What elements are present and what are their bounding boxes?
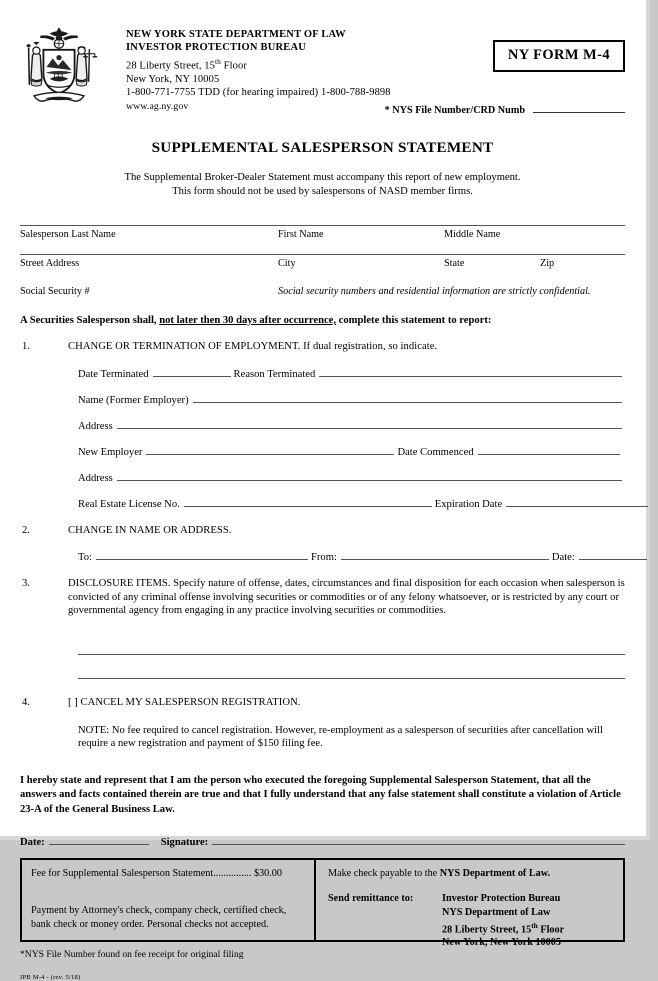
former-employer-label: Name (Former Employer) <box>78 394 189 406</box>
payable-payee: NYS Department of Law. <box>439 867 551 879</box>
to-label: To: <box>78 552 92 564</box>
item-1-heading: CHANGE OR TERMINATION OF EMPLOYMENT. If dual registration, so indicate. <box>68 340 438 352</box>
payment-method-note: Payment by Attorney's check, company check, certified check, bank check or money order. Personal checks not accepted. <box>31 905 287 930</box>
from-label: From: <box>310 552 337 564</box>
item-2-heading: CHANGE IN NAME OR ADDRESS. <box>68 524 232 536</box>
reason-terminated-input[interactable] <box>319 365 622 377</box>
date-terminated-label: Date Terminated <box>78 368 149 380</box>
agency-name-line-1: NEW YORK STATE DEPARTMENT OF LAW <box>126 29 346 40</box>
agency-street-line: 28 Liberty Street, 15th Floor <box>126 56 247 72</box>
zip-label: Zip <box>540 257 555 269</box>
reason-terminated-label: Reason Terminated <box>233 368 316 380</box>
field-former-employer <box>78 391 625 406</box>
date-terminated-input[interactable] <box>153 365 231 377</box>
leadin-pre: A Securities Salesperson shall, <box>20 314 160 326</box>
ssn-row <box>20 283 625 306</box>
real-estate-license-input[interactable] <box>184 495 432 507</box>
field-new-employer <box>78 443 625 458</box>
date-commenced-input[interactable] <box>478 443 620 455</box>
remit-label: Send remittance to: <box>328 893 414 905</box>
revision-code: IPB M-4 - (rev. 5/18) <box>20 973 81 981</box>
agency-phone-line: 1-800-771-7755 TDD (for hearing impaired) 1-800-788-9898 <box>126 87 391 99</box>
nys-coat-of-arms-seal-icon <box>20 22 98 110</box>
fee-amount-line: Fee for Supplemental Salesperson Statement............... $30.00 <box>31 867 282 879</box>
item-1-number: 1. <box>22 340 30 352</box>
new-address-input[interactable] <box>117 469 622 481</box>
signature-date-input[interactable] <box>49 833 149 845</box>
remit-ordinal-suffix: th <box>531 920 538 930</box>
nys-file-number-row <box>385 101 625 116</box>
item-3-heading: DISCLOSURE ITEMS. Specify nature of offense, dates, circumstances and final disposition for each occasion when salesperson is convicted of any criminal offense involving securities or commodities or of any felony whatsoever, or is restricted by any court or governmental agency from engaging in any practice involving securities or commodities. <box>68 578 625 617</box>
remit-address-line-2: NYS Department of Law <box>442 906 551 918</box>
item-4 <box>20 696 625 710</box>
disclosure-line-1[interactable] <box>78 654 625 655</box>
agency-website-link[interactable]: www.ag.ny.gov <box>126 100 189 112</box>
street-address-label: Street Address <box>20 257 80 269</box>
signature-label: Signature: <box>160 836 209 848</box>
nys-file-number-label: * NYS File Number/CRD Numb <box>384 105 525 116</box>
last-name-label: Salesperson Last Name <box>20 228 116 240</box>
remit-address-line-1: Investor Protection Bureau <box>442 893 561 905</box>
file-number-footnote: *NYS File Number found on fee receipt for original filing <box>20 948 244 960</box>
remittance-address-row <box>328 892 623 949</box>
cancel-registration-note: NOTE: No fee required to cancel registration. However, re-employment as a salesperson of securities after cancellation will require a new registration and payment of $150 filing fee. <box>78 724 603 750</box>
confidentiality-note: Social security numbers and residential information are strictly confidential. <box>278 285 591 297</box>
field-name-address-change <box>78 548 625 563</box>
new-employer-label: New Employer <box>78 446 143 458</box>
signature-date-label: Date: <box>20 836 45 848</box>
fee-and-remittance-box <box>20 858 625 949</box>
new-address-label: Address <box>78 472 113 484</box>
change-date-input[interactable] <box>579 548 647 560</box>
change-date-label: Date: <box>551 552 575 564</box>
remit-address <box>442 892 564 949</box>
remit-address-line-4: New York, New York 10005 <box>442 937 561 949</box>
item-2-number: 2. <box>22 524 30 536</box>
date-commenced-label: Date Commenced <box>397 446 474 458</box>
name-label-row <box>20 226 625 254</box>
fee-panel <box>22 860 316 940</box>
identity-block <box>20 225 625 306</box>
payable-line <box>328 867 623 880</box>
field-date-terminated <box>78 365 625 380</box>
form-number-box: NY FORM M-4 <box>493 40 625 72</box>
item-1 <box>20 340 625 354</box>
ssn-label: Social Security # <box>20 285 90 297</box>
payable-prefix: Make check payable to the <box>328 867 440 879</box>
leadin-post: complete this statement to report: <box>336 314 492 326</box>
remittance-panel <box>316 860 623 949</box>
nys-file-number-input[interactable] <box>533 101 625 113</box>
state-label: State <box>444 257 465 269</box>
expiration-date-label: Expiration Date <box>434 498 503 510</box>
former-address-input[interactable] <box>117 417 622 429</box>
item-2 <box>20 524 625 538</box>
new-employer-input[interactable] <box>146 443 394 455</box>
middle-name-label: Middle Name <box>444 228 501 240</box>
former-employer-input[interactable] <box>193 391 622 403</box>
city-label: City <box>278 257 296 269</box>
subtitle-line-2: This form should not be used by salespersons of NASD member firms. <box>172 185 473 197</box>
subtitle-block <box>20 171 625 199</box>
to-input[interactable] <box>96 548 308 560</box>
real-estate-license-label: Real Estate License No. <box>78 498 180 510</box>
expiration-date-input[interactable] <box>506 495 648 507</box>
field-former-address <box>78 417 625 432</box>
item-4-number: 4. <box>22 696 30 708</box>
signature-input[interactable] <box>212 833 625 845</box>
agency-name-line-2: INVESTOR PROTECTION BUREAU <box>126 42 307 54</box>
street-ordinal-suffix: th <box>215 56 221 66</box>
first-name-label: First Name <box>278 228 324 240</box>
item-3-number: 3. <box>22 578 30 590</box>
attestation-statement: I hereby state and represent that I am the person who executed the foregoing Supplemental Salesperson Statement, that all the answers and facts contained therein are true and that I fully understand that any false statement shall constitute a violation of Article 23-A of the General Business Law. <box>20 774 621 815</box>
leadin-underlined: not later then 30 days after occurrence, <box>159 314 337 326</box>
disclosure-line-2[interactable] <box>78 678 625 679</box>
item-4-heading[interactable]: [ ] CANCEL MY SALESPERSON REGISTRATION. <box>68 696 301 708</box>
agency-city-line: New York, NY 10005 <box>126 73 220 85</box>
address-label-row <box>20 255 625 283</box>
field-real-estate-license <box>78 495 625 510</box>
remit-address-line-3: 28 Liberty Street, 15th Floor <box>442 920 565 936</box>
page-title: SUPPLEMENTAL SALESPERSON STATEMENT <box>151 138 494 156</box>
former-address-label: Address <box>78 420 113 432</box>
item-3 <box>20 577 625 618</box>
leadin-statement <box>20 315 625 326</box>
field-new-address <box>78 469 625 484</box>
subtitle-line-1: The Supplemental Broker-Dealer Statement must accompany this report of new employment. <box>124 171 521 183</box>
from-input[interactable] <box>341 548 549 560</box>
signature-row <box>20 833 625 848</box>
